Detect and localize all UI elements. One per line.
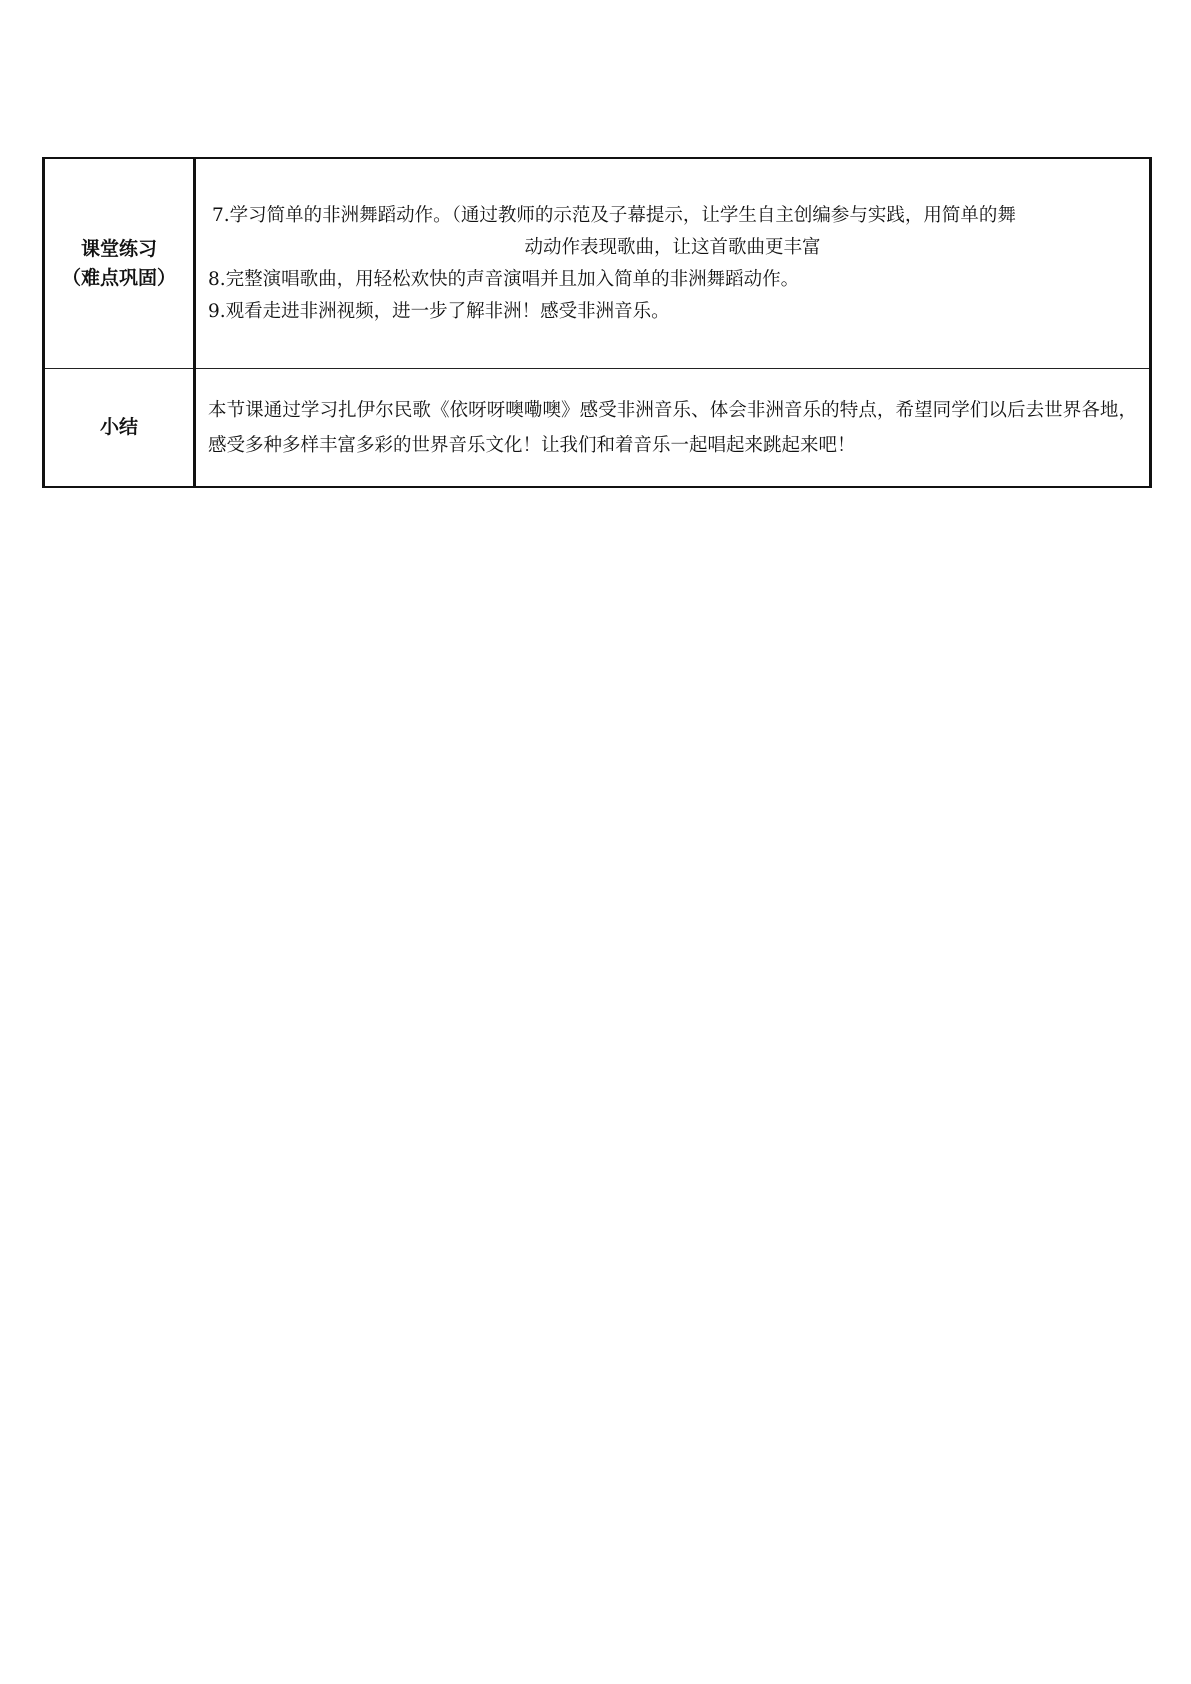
practice-item-7: 7.学习简单的非洲舞蹈动作。（通过教师的示范及子幕提示，让学生自主创编参与实践，用简单的舞 bbox=[212, 204, 1016, 226]
practice-content-cell bbox=[195, 158, 1151, 369]
summary-label-cell bbox=[44, 369, 195, 488]
lesson-plan-table bbox=[42, 157, 1152, 488]
practice-item-8: 8.完整演唱歌曲，用轻松欢快的声音演唱并且加入简单的非洲舞蹈动作。 bbox=[208, 268, 800, 290]
practice-item-7-continued: 动动作表现歌曲，让这首歌曲更丰富 bbox=[524, 236, 821, 258]
summary-content-cell bbox=[195, 369, 1151, 488]
table-row-practice bbox=[44, 158, 1151, 369]
summary-label: 小结 bbox=[99, 416, 138, 438]
practice-label-cell bbox=[44, 158, 195, 369]
practice-label-subtitle: （难点巩固） bbox=[61, 266, 176, 289]
practice-item-9: 9.观看走进非洲视频，进一步了解非洲！感受非洲音乐。 bbox=[208, 300, 670, 322]
practice-label-title: 课堂练习 bbox=[80, 237, 157, 260]
summary-text: 本节课通过学习扎伊尔民歌《依呀呀噢嘞噢》感受非洲音乐、体会非洲音乐的特点，希望同学们以后去世界各地，感受多种多样丰富多彩的世界音乐文化！让我们和着音乐一起唱起来跳起来吧！ bbox=[208, 399, 1137, 456]
table-row-summary bbox=[44, 369, 1151, 488]
